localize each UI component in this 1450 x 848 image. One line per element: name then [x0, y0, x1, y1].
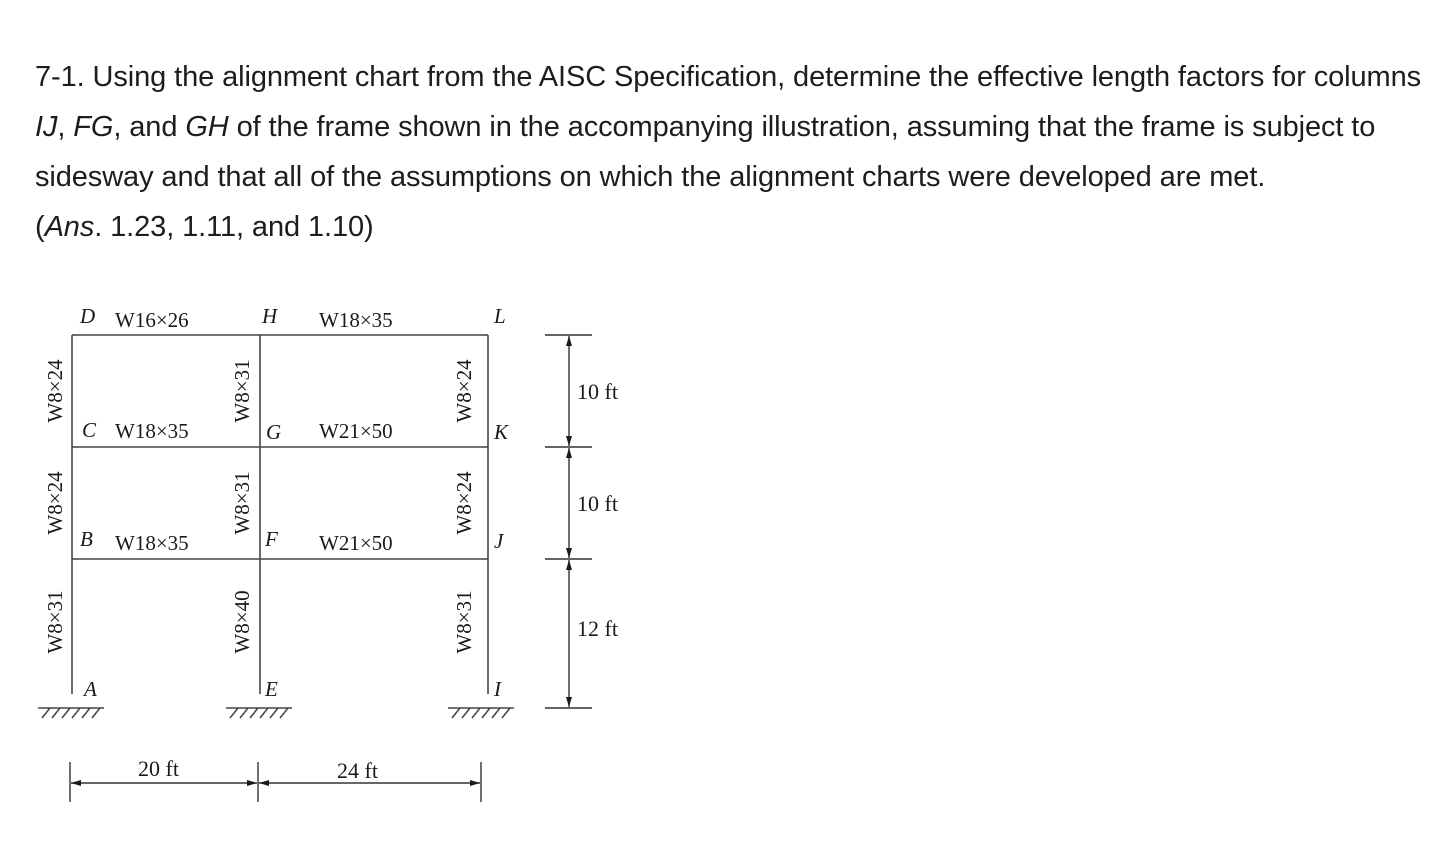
node-h: H: [262, 304, 278, 328]
problem-text: 7-1. Using the alignment chart from the AISC Specification, determine the effective length factors for columns IJ, FG, and GH of the frame shown in the accompanying illustration, assuming that the frame is subject to sidesway and that all of the assumptions on which the alignment charts were developed are met.: [35, 61, 1422, 193]
column-jk-label: W8×24: [452, 471, 476, 535]
answer-label: Ans: [44, 211, 95, 243]
beam-dh-label: W16×26: [115, 308, 189, 332]
column-bc-label: W8×24: [43, 471, 67, 535]
node-e: E: [265, 677, 278, 701]
height-middle-label: 10 ft: [577, 491, 618, 516]
support-e: [226, 708, 292, 718]
column-ab-label: W8×31: [43, 590, 67, 654]
height-labels: [577, 379, 618, 641]
support-i: [448, 708, 514, 718]
node-k: K: [494, 420, 509, 444]
beam-cg-label: W18×35: [115, 419, 189, 443]
column-ij-label: W8×31: [452, 590, 476, 654]
node-a: A: [84, 677, 97, 701]
column-ij-ref: IJ: [35, 111, 58, 143]
problem-statement: [35, 52, 1435, 252]
node-i: I: [494, 677, 501, 701]
beam-gk-label: W21×50: [319, 419, 393, 443]
answer-line: (Ans. 1.23, 1.11, and 1.10): [35, 211, 374, 243]
column-gh-ref: GH: [185, 111, 229, 143]
beam-fj-label: W21×50: [319, 531, 393, 555]
column-ef-label: W8×40: [230, 590, 254, 654]
node-c: C: [82, 418, 97, 442]
span-dimensions: [70, 762, 481, 802]
span-right-label: 24 ft: [337, 758, 378, 783]
support-a: [38, 708, 104, 718]
node-l: L: [494, 304, 506, 328]
node-labels: [79, 304, 509, 701]
column-fg-ref: FG: [73, 111, 114, 143]
beam-bf-label: W18×35: [115, 531, 189, 555]
node-d: D: [80, 304, 96, 328]
frame-members: [72, 335, 488, 694]
height-top-label: 10 ft: [577, 379, 618, 404]
height-bottom-label: 12 ft: [577, 616, 618, 641]
beam-hl-label: W18×35: [319, 308, 393, 332]
problem-number: 7-1.: [35, 61, 85, 93]
node-f: F: [265, 527, 278, 551]
column-gh-label: W8×31: [230, 359, 254, 423]
node-j: J: [494, 529, 504, 553]
column-kl-label: W8×24: [452, 359, 476, 423]
column-fg-label: W8×31: [230, 471, 254, 535]
answer-values: . 1.23, 1.11, and 1.10): [94, 211, 374, 243]
span-left-label: 20 ft: [138, 756, 179, 781]
node-g: G: [266, 420, 282, 444]
node-b: B: [80, 527, 93, 551]
fixed-supports: [38, 708, 514, 718]
frame-diagram: [0, 290, 700, 820]
column-cd-label: W8×24: [43, 359, 67, 423]
